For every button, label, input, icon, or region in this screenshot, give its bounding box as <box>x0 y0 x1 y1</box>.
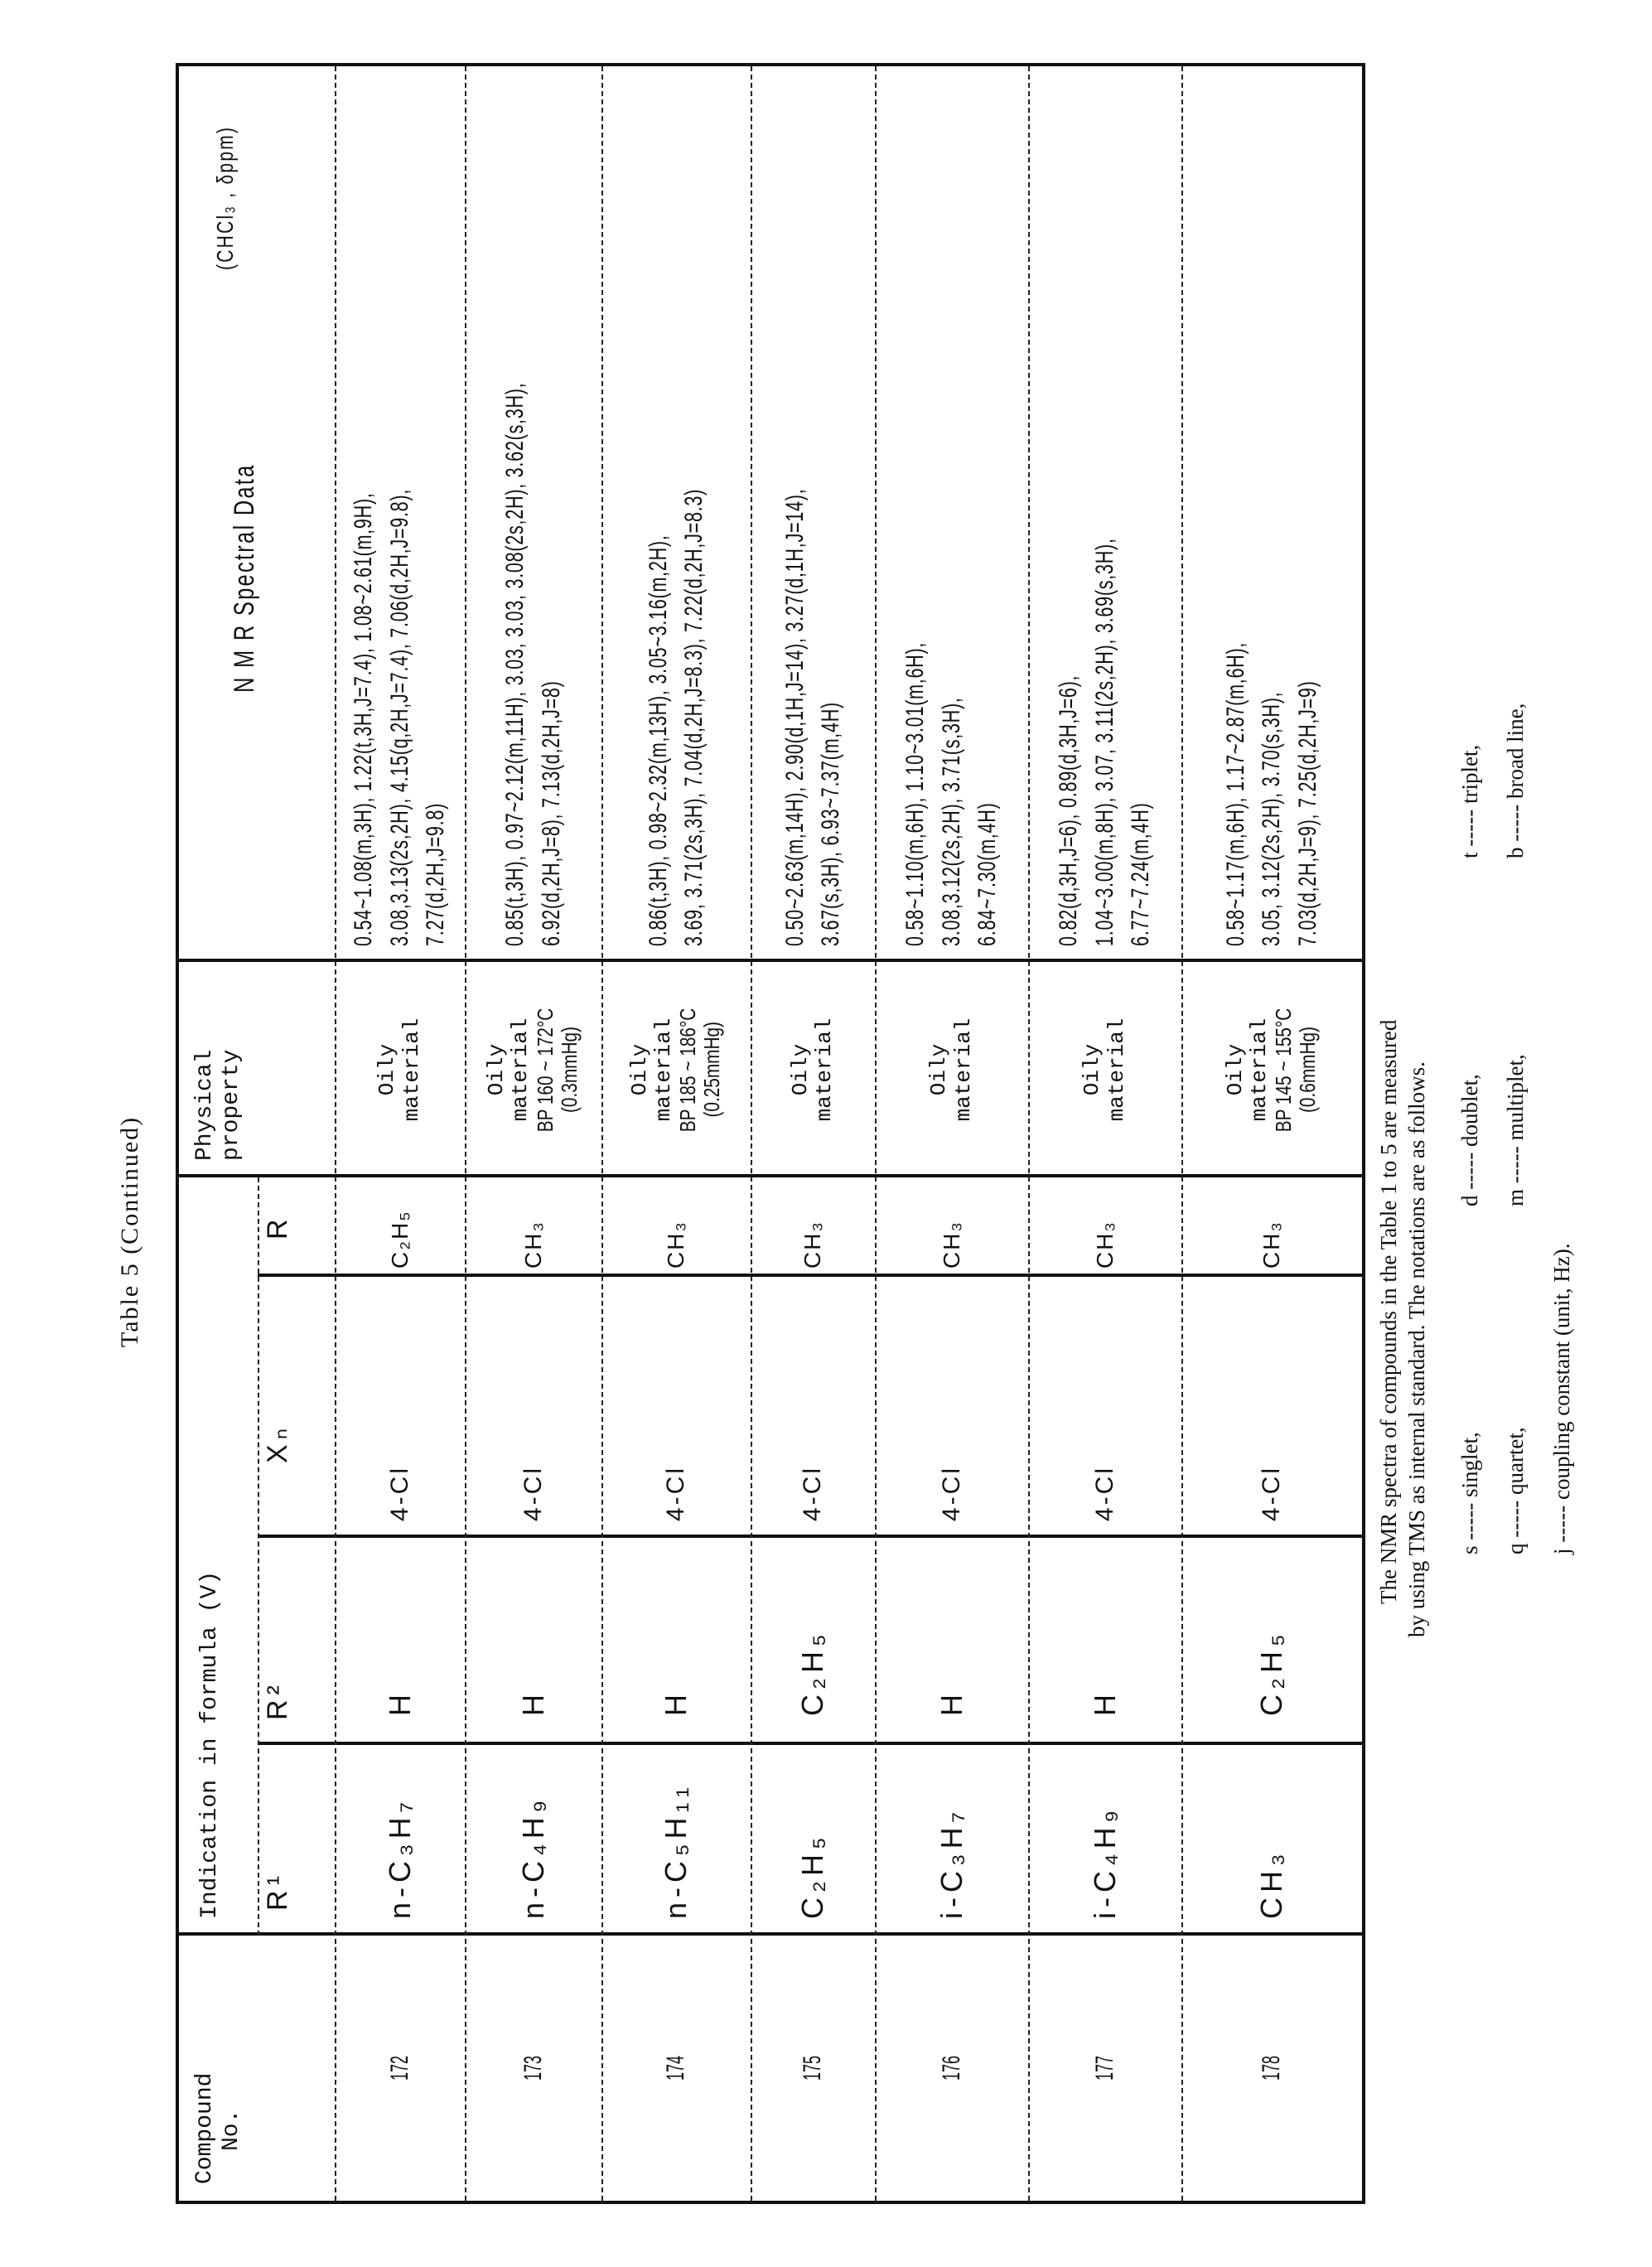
nmr-line: 6.84~7.30(m,4H) <box>973 802 1002 946</box>
nmr-line: 0.86(t,3H), 0.98~2.32(m,13H), 3.05~3.16(m,2H), <box>644 534 672 946</box>
legend-item-singlet: s ----- singlet, <box>1456 1432 1482 1554</box>
nmr-data <box>751 63 875 958</box>
nmr-data <box>601 63 751 958</box>
header-r: R <box>262 1214 293 1240</box>
xn-value: 4-Cl <box>1258 1465 1285 1521</box>
property-line: Oily <box>926 1043 952 1096</box>
table-notes <box>1375 510 1577 1637</box>
property-line: material <box>950 1017 976 1122</box>
nmr-data <box>875 63 1028 958</box>
header-r2: R² <box>262 1680 293 1720</box>
compound-no: 175 <box>799 2055 826 2081</box>
nmr-line: 3.67(s,3H), 6.93~7.37(m,4H) <box>817 702 844 946</box>
legend-item-multiplet: m ----- multiplet, <box>1503 1054 1529 1206</box>
nmr-data <box>335 63 465 958</box>
property-line: material <box>812 1017 837 1122</box>
r-value: CH₃ <box>1258 1221 1284 1269</box>
header-nmr: N M R Spectral Data <box>229 463 260 693</box>
r-value: CH₃ <box>938 1221 964 1269</box>
nmr-line: 0.50~2.63(m,14H), 2.90(d,1H,J=14), 3.27(d,1H,J=14), <box>780 488 809 946</box>
r2-value: H <box>934 1689 968 1716</box>
notation-legend <box>1456 510 1577 1554</box>
pressure: (0.25mmHg) <box>699 1022 725 1118</box>
xn-value: 4-Cl <box>519 1465 547 1521</box>
xn-value: 4-Cl <box>937 1465 965 1521</box>
r2-value: H <box>515 1689 550 1716</box>
pressure: (0.3mmHg) <box>556 1027 582 1114</box>
nmr-line: 3.08,3.12(2s,2H), 3.71(s,3H), <box>937 697 965 946</box>
r-value: CH₃ <box>799 1221 825 1269</box>
nmr-line: 0.58~1.10(m,6H), 1.10~3.01(m,6H), <box>901 641 930 946</box>
legend-item-coupling-constant: j ----- coupling constant (unit, Hz). <box>1549 1243 1574 1554</box>
property-line: Oily <box>1080 1043 1105 1096</box>
r2-value: H <box>1087 1689 1122 1716</box>
property-line: material <box>650 1017 676 1122</box>
property-line: material <box>399 1017 424 1122</box>
compound-no: 178 <box>1258 2055 1285 2081</box>
property-line: Oily <box>484 1043 510 1096</box>
xn-value: 4-Cl <box>662 1465 689 1521</box>
r-value: CH₃ <box>519 1221 546 1269</box>
compound-no: 172 <box>385 2055 413 2081</box>
notes-intro-line: The NMR spectra of compounds in the Table 1 to 5 are measured <box>1376 1019 1401 1604</box>
indication-subheader-line <box>258 1177 259 1936</box>
property-line: Oily <box>787 1043 813 1096</box>
header-xn: Xₙ <box>262 1423 293 1463</box>
boiling-point: BP 160 ~ 172°C <box>532 1008 558 1132</box>
xn-value: 4-Cl <box>799 1465 826 1521</box>
header-property-line1: Physical <box>192 1049 218 1161</box>
header-property-line2: property <box>219 1049 245 1161</box>
nmr-data <box>465 63 601 958</box>
r1-value: i-C₄H₉ <box>1087 1805 1122 1919</box>
physical-property <box>1181 962 1362 1177</box>
legend-item-quartet: q ----- quartet, <box>1503 1427 1529 1554</box>
property-line: Oily <box>1222 1043 1248 1096</box>
r2-value: H <box>659 1689 693 1716</box>
header-physical-property <box>192 1050 245 1161</box>
table-title: Table 5 (Continued) <box>116 1115 143 1347</box>
xn-value: 4-Cl <box>1090 1465 1118 1521</box>
nmr-line: 0.82(d,3H,J=6), 0.89(d,3H,J=6), <box>1055 674 1083 946</box>
nmr-line: 1.04~3.00(m,8H), 3.07, 3.11(2s,2H), 3.69(s,3H), <box>1090 538 1118 946</box>
r2-value: C₂H₅ <box>795 1629 829 1716</box>
nmr-line: 6.77~7.24(m,4H) <box>1127 802 1155 946</box>
header-nmr-solvent: (CHCl₃ , δppm) <box>212 125 238 270</box>
legend-item-doublet: d ----- doublet, <box>1456 1074 1482 1206</box>
pressure: (0.6mmHg) <box>1295 1027 1321 1114</box>
physical-property <box>751 962 875 1177</box>
boiling-point: BP 145 ~ 155°C <box>1271 1008 1296 1132</box>
property-line: Oily <box>626 1043 652 1096</box>
r1-value: CH₃ <box>1254 1849 1288 1919</box>
compound-no: 177 <box>1090 2055 1118 2081</box>
nmr-line: 3.08,3.13(2s,2H), 4.15(q,2H,J=7.4), 7.06(d,2H,J=9.8), <box>385 488 413 946</box>
nmr-data <box>1181 63 1362 958</box>
legend-item-triplet: t ----- triplet, <box>1456 744 1482 858</box>
header-compound-no <box>192 2073 245 2184</box>
r2-value: H <box>382 1689 417 1716</box>
physical-property <box>875 962 1028 1177</box>
r1-value: C₂H₅ <box>795 1832 829 1919</box>
legend-item-broad-line: b ----- broad line, <box>1503 703 1529 858</box>
header-compound-line1: Compound <box>192 2072 218 2184</box>
header-r1: R¹ <box>262 1871 293 1911</box>
property-line: material <box>1104 1017 1129 1122</box>
r-value: CH₃ <box>1091 1221 1118 1269</box>
divider-compound <box>179 1932 1362 1936</box>
r1-value: i-C₃H₇ <box>934 1806 968 1919</box>
property-line: material <box>508 1017 534 1122</box>
nmr-line: 7.27(d,2H,J=9.8) <box>422 802 450 946</box>
nmr-line: 6.92(d,2H,J=8), 7.13(d,2H,J=8) <box>537 680 565 946</box>
r-value: CH₃ <box>663 1221 688 1269</box>
notes-intro-line: by using TMS as internal standard. The notations are as follows. <box>1403 1061 1429 1637</box>
nmr-line: 3.05, 3.12(2s,2H), 3.70(s,3H), <box>1258 691 1286 946</box>
r-value: C₂H₅ <box>386 1210 413 1269</box>
nmr-line: 3.69, 3.71(2s,3H), 7.04(d,2H,J=8.3), 7.22(d,2H,J=8.3) <box>680 488 708 946</box>
nmr-line: 0.58~1.17(m,6H), 1.17~2.87(m,6H), <box>1221 641 1249 946</box>
nmr-line: 0.54~1.08(m,3H), 1.22(t,3H,J=7.4), 1.08~2.61(m,9H), <box>350 492 378 946</box>
boiling-point: BP 185 ~ 186°C <box>675 1008 700 1132</box>
physical-property <box>465 962 601 1177</box>
header-compound-line2: No. <box>219 2109 245 2151</box>
nmr-data <box>1028 63 1181 958</box>
r2-value: C₂H₅ <box>1254 1629 1288 1716</box>
compound-no: 173 <box>519 2055 547 2081</box>
physical-property <box>601 962 751 1177</box>
physical-property <box>1028 962 1181 1177</box>
nmr-line: 0.85(t,3H), 0.97~2.12(m,11H), 3.03, 3.03, 3.08(2s,2H), 3.62(s,3H), <box>501 382 529 946</box>
nmr-line: 7.03(d,2H,J=9), 7.25(d,2H,J=9) <box>1293 680 1321 946</box>
compound-no: 174 <box>662 2055 689 2081</box>
property-line: material <box>1246 1017 1272 1122</box>
xn-value: 4-Cl <box>385 1465 413 1521</box>
compound-no: 176 <box>937 2055 965 2081</box>
physical-property <box>335 962 465 1177</box>
header-indication: Indication in formula (V) <box>197 1570 223 1919</box>
r1-value: n-C₄H₉ <box>515 1796 550 1919</box>
nmr-table <box>176 63 1365 2204</box>
r1-value: n-C₅H₁₁ <box>659 1782 693 1919</box>
r1-value: n-C₃H₇ <box>382 1796 417 1919</box>
property-line: Oily <box>374 1043 400 1096</box>
